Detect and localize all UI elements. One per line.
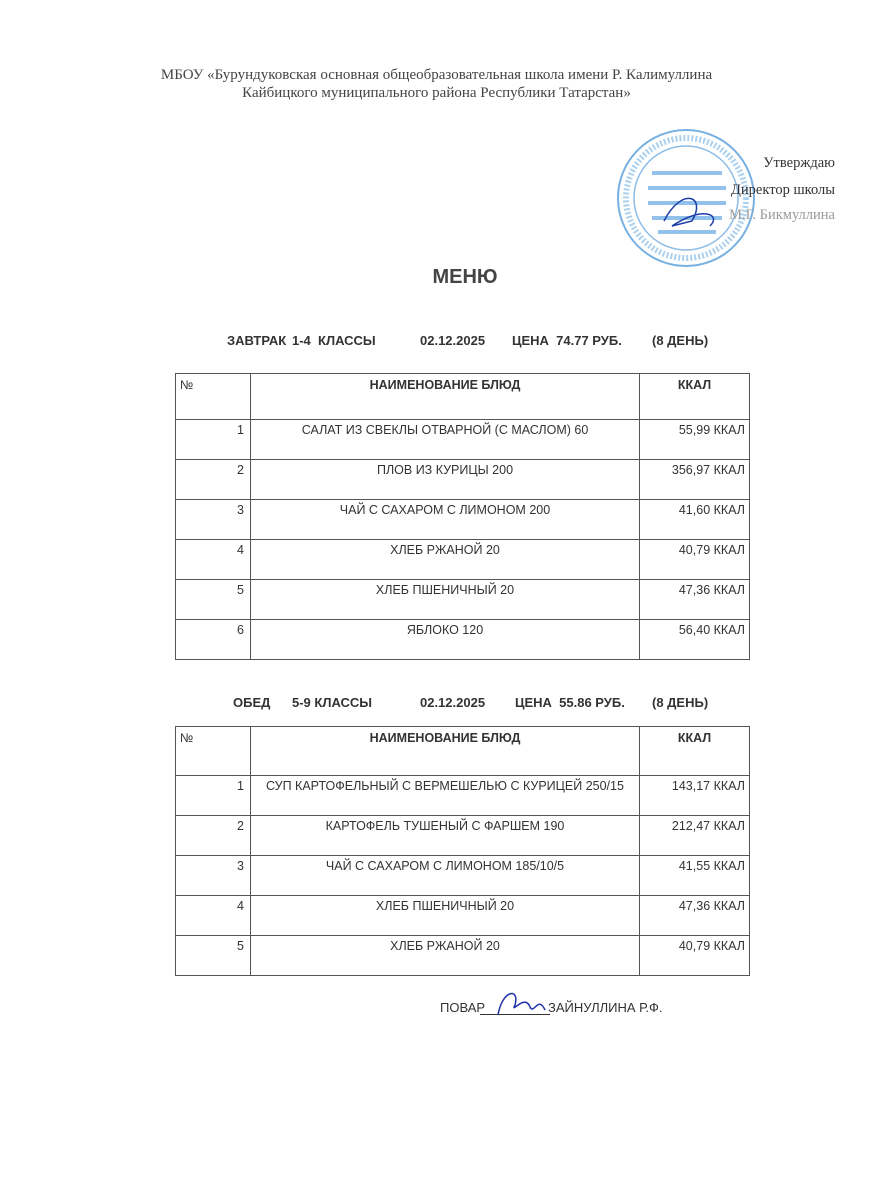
dish-name: СУП КАРТОФЕЛЬНЫЙ С ВЕРМЕШЕЛЬЮ С КУРИЦЕЙ 250/15 [251,776,640,816]
col-kcal: ККАЛ [640,374,750,420]
table-row [176,420,750,460]
table-row [176,936,750,976]
dish-name: ЧАЙ С САХАРОМ С ЛИМОНОМ 185/10/5 [251,856,640,896]
col-dish: НАИМЕНОВАНИЕ БЛЮД [251,727,640,776]
breakfast-meal: ЗАВТРАК [227,333,287,348]
lunch-meal: ОБЕД [233,695,271,710]
dish-name: САЛАТ ИЗ СВЕКЛЫ ОТВАРНОЙ (С МАСЛОМ) 60 [251,420,640,460]
table-row [176,776,750,816]
dish-kcal: 356,97 ККАЛ [640,460,750,500]
org-line-2: Кайбицкого муниципального района Республики Татарстан» [242,85,631,101]
table-header [176,727,750,776]
cook-signature [490,985,550,1025]
cook-name: ЗАЙНУЛЛИНА Р.Ф. [548,1000,663,1015]
table-row [176,816,750,856]
table-row [176,460,750,500]
dish-kcal: 212,47 ККАЛ [640,816,750,856]
cook-label: ПОВАР [440,1000,486,1015]
dish-kcal: 56,40 ККАЛ [640,620,750,660]
org-line-1: МБОУ «Бурундуковская основная общеобразовательная школа имени Р. Калимуллина [160,67,713,83]
row-number: 4 [176,540,251,580]
dish-name: ХЛЕБ ПШЕНИЧНЫЙ 20 [251,896,640,936]
approval-label: Утверждаю [763,155,835,171]
director-name: М.Г. Бикмуллина [729,207,835,223]
table-row [176,896,750,936]
dish-kcal: 47,36 ККАЛ [640,580,750,620]
lunch-price: ЦЕНА 55.86 РУБ. [515,695,625,710]
row-number: 4 [176,896,251,936]
col-dish: НАИМЕНОВАНИЕ БЛЮД [251,374,640,420]
table-row [176,856,750,896]
row-number: 3 [176,856,251,896]
dish-kcal: 41,60 ККАЛ [640,500,750,540]
table-row [176,580,750,620]
dish-kcal: 55,99 ККАЛ [640,420,750,460]
lunch-table [175,726,750,976]
dish-name: ХЛЕБ ПШЕНИЧНЫЙ 20 [251,580,640,620]
col-kcal: ККАЛ [640,727,750,776]
lunch-date: 02.12.2025 [420,695,486,710]
breakfast-grades: 1-4 КЛАССЫ [292,333,376,348]
col-number: № [176,727,251,776]
table-row [176,500,750,540]
dish-name: КАРТОФЕЛЬ ТУШЕНЫЙ С ФАРШЕМ 190 [251,816,640,856]
dish-kcal: 143,17 ККАЛ [640,776,750,816]
dish-kcal: 40,79 ККАЛ [640,936,750,976]
row-number: 5 [176,580,251,620]
breakfast-price: ЦЕНА 74.77 РУБ. [512,333,622,348]
dish-kcal: 41,55 ККАЛ [640,856,750,896]
dish-kcal: 47,36 ККАЛ [640,896,750,936]
row-number: 2 [176,816,251,856]
dish-kcal: 40,79 ККАЛ [640,540,750,580]
row-number: 3 [176,500,251,540]
page-title: МЕНЮ [432,266,498,288]
dish-name: ПЛОВ ИЗ КУРИЦЫ 200 [251,460,640,500]
dish-name: ЯБЛОКО 120 [251,620,640,660]
dish-name: ХЛЕБ РЖАНОЙ 20 [251,540,640,580]
lunch-grades: 5-9 КЛАССЫ [292,695,373,710]
dish-name: ЧАЙ С САХАРОМ С ЛИМОНОМ 200 [251,500,640,540]
lunch-day: (8 ДЕНЬ) [652,695,709,710]
breakfast-table [175,373,750,660]
dish-name: ХЛЕБ РЖАНОЙ 20 [251,936,640,976]
table-header [176,374,750,420]
col-number: № [176,374,251,420]
table-row [176,620,750,660]
breakfast-date: 02.12.2025 [420,333,486,348]
row-number: 2 [176,460,251,500]
row-number: 1 [176,776,251,816]
row-number: 6 [176,620,251,660]
row-number: 1 [176,420,251,460]
row-number: 5 [176,936,251,976]
breakfast-day: (8 ДЕНЬ) [652,333,709,348]
table-row [176,540,750,580]
director-title: Директор школы [731,182,835,198]
